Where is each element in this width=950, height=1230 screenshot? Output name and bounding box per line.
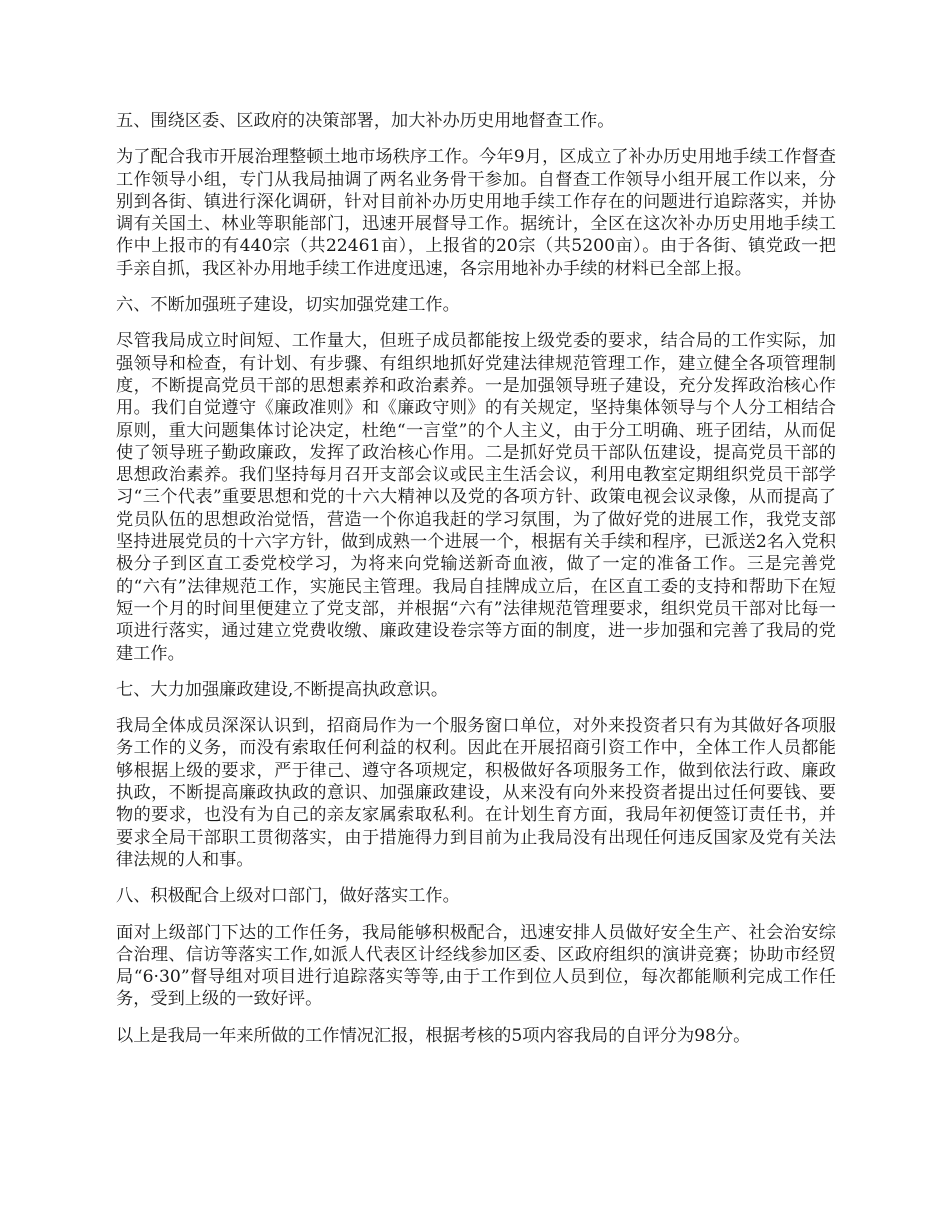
paragraph-party-building: 尽管我局成立时间短、工作量大，但班子成员都能按上级党委的要求，结合局的工作实际，加强领导和检查，有计划、有步骤、有组织地抓好党建法律规范管理工作，建立健全各项管理制度，不断提高党员干部的思想素养和政治素养。一是加强领导班子建设，充分发挥政治核心作用。我们自觉遵守《廉政准则》和《廉政守则》的有关规定，坚持集体领导与个人分工相结合原则，重大问题集体讨论决定，杜绝“一言堂”的个人主义，由于分工明确、班子团结，从而促使了领导班子勤政廉政，发挥了政治核心作用。二是抓好党员干部队伍建设，提高党员干部的思想政治素养。我们坚持每月召开支部会议或民主生活会议，利用电教室定期组织党员干部学习“三个代表”重要思想和党的十六大精神以及党的各项方针、政策电视会议录像，从而提高了党员队伍的思想政治觉悟，营造一个你追我赶的学习氛围，为了做好党的进展工作，我党支部坚持进展党员的十六字方针，做到成熟一个进展一个，根据有关手续和程序，已派送2名入党积极分子到区直工委党校学习，为将来向党输送新奇血液，做了一定的准备工作。三是完善党的“六有”法律规范工作，实施民主管理。我局自挂牌成立后，在区直工委的支持和帮助下在短短一个月的时间里便建立了党支部，并根据“六有”法律规范管理要求，组织党员干部对比每一项进行落实，通过建立党费收缴、廉政建设卷宗等方面的制度，进一步加强和完善了我局的党建工作。 (116, 331, 836, 664)
section-heading-6: 六、不断加强班子建设，切实加强党建工作。 (116, 295, 460, 316)
section-heading-8: 八、积极配合上级对口部门，做好落实工作。 (116, 886, 460, 907)
paragraph-cooperation: 面对上级部门下达的工作任务，我局能够积极配合，迅速安排人员做好安全生产、社会治安综合治理、信访等落实工作,如派人代表区计经线参加区委、区政府组织的演讲竞赛；协助市经贸局“6·30”督导组对项目进行追踪落实等等,由于工作到位人员到位，每次都能顺利完成工作任务，受到上级的一致好评。 (116, 922, 836, 1010)
paragraph-integrity: 我局全体成员深深认识到，招商局作为一个服务窗口单位，对外来投资者只有为其做好各项服务工作的义务，而没有索取任何利益的权利。因此在开展招商引资工作中，全体工作人员都能够根据上级的要求，严于律己、遵守各项规定，积极做好各项服务工作，做到依法行政、廉政执政，不断提高廉政执政的意识、加强廉政建设，从来没有向外来投资者提出过任何要钱、要物的要求，也没有为自己的亲友家属索取私利。在计划生育方面，我局年初便签订责任书，并要求全局干部职工贯彻落实，由于措施得力到目前为止我局没有出现任何违反国家及党有关法律法规的人和事。 (116, 716, 836, 870)
section-heading-5: 五、围绕区委、区政府的决策部署，加大补办历史用地督查工作。 (116, 111, 615, 131)
section-heading-7: 七、大力加强廉政建设,不断提高执政意识。 (116, 679, 449, 700)
document-body (116, 110, 836, 1061)
paragraph-summary: 以上是我局一年来所做的工作情况汇报，根据考核的5项内容我局的自评分为98分。 (116, 1025, 751, 1046)
paragraph-land-supervision: 为了配合我市开展治理整顿土地市场秩序工作。今年9月，区成立了补办历史用地手续工作督查工作领导小组，专门从我局抽调了两名业务骨干参加。自督查工作领导小组开展工作以来，分别到各街、镇进行深化调研，针对目前补办历史用地手续工作存在的问题进行追踪落实，并协调有关国土、林业等职能部门，迅速开展督导工作。据统计，全区在这次补办历史用地手续工作中上报市的有440宗（共22461亩），上报省的20宗（共5200亩）。由于各街、镇党政一把手亲自抓，我区补办用地手续工作进度迅速，各宗用地补办手续的材料已全部上报。 (116, 147, 836, 279)
